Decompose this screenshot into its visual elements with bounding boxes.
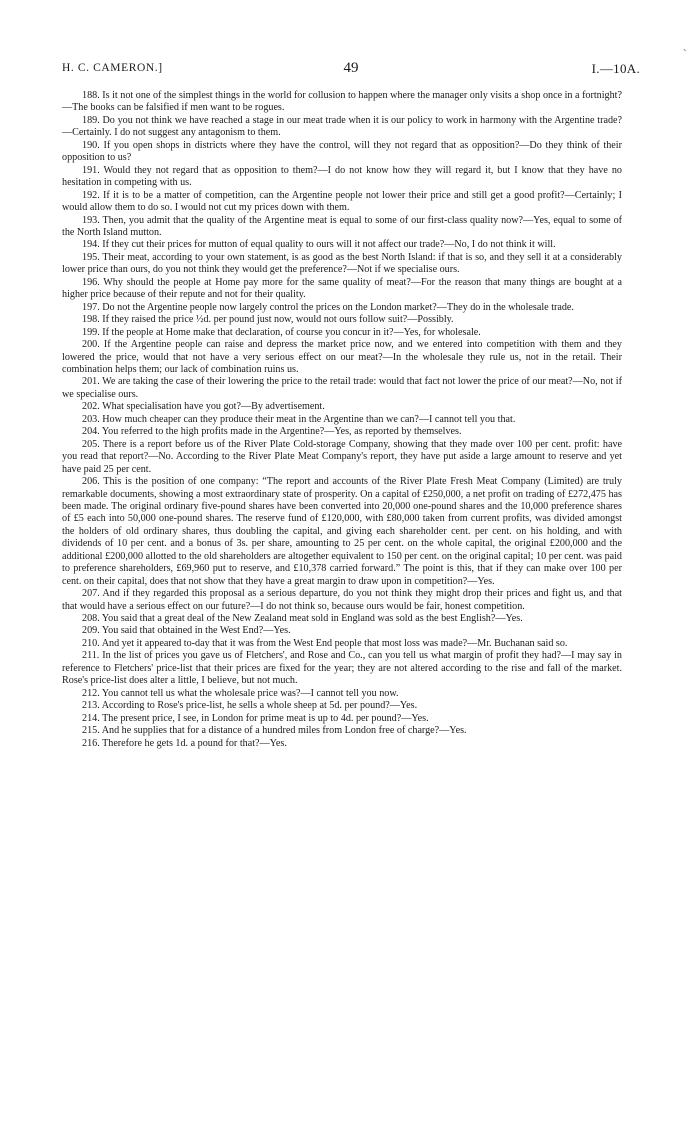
question-194: 194. If they cut their prices for mutton of equal quality to ours will it not affect our trade?—No, I do not think it will.	[82, 239, 556, 251]
question-190: 190. If you open shops in districts where they have the control, will they not regard that as opposition?—Do they think of their opposition to us?	[62, 139, 622, 164]
question-213: 213. According to Rose's price-list, he sells a whole sheep at 5d. per pound?—Yes.	[82, 700, 418, 712]
question-199: 199. If the people at Home make that declaration, of course you concur in it?—Yes, for wholesale.	[82, 326, 481, 338]
question-212: 212. You cannot tell us what the wholesale price was?—I cannot tell you now.	[82, 687, 399, 699]
document-reference: I.—10A.	[591, 61, 640, 76]
evidence-text	[62, 90, 622, 750]
question-206: 206. This is the position of one company: “The report and accounts of the River Plate Fresh Meat Company (Limited) are truly remarkable documents, showing a most extraordinary state of prosperity. On a capital of £250,000, a net profit on trading of £272,475 has been made. The original ordinary five-pound shares have been converted into 20,000 one-pound shares and the 10,000 preference shares of £5 each into 50,000 one-pound shares. The reserve fund of £120,000, with £80,000 taken from current profits, was divided amongst the holders of old ordinary shares, thus doubling the capital, and giving each shareholder cent. per cent. on his holding, and with dividends of 10 per cent. and a bonus of 3s. per share, amounting to 25 per cent. on the whole capital, the original £200,000 and the additional £200,000 allotted to the old shareholders are altogether equivalent to 150 per cent. on the original capital; 10 per cent. was paid to preference shareholders, £69,960 put to reserve, and £10,378 carried forward.” The point is this, that if they can make over 100 per cent. on their capital, does that not show that they have a great margin to draw upon in competition?—Yes.	[62, 476, 622, 587]
page-number: 49	[343, 60, 359, 76]
question-211: 211. In the list of prices you gave us of Fletchers', and Rose and Co., can you tell us what margin of profit they had?—I may say in reference to Fletchers' price-list that their prices are fixed for the year; they are not altered according to the rise and fall of the market. Rose's price-list does alter a little, I believe, but not much.	[62, 650, 622, 687]
question-205: 205. There is a report before us of the River Plate Cold-storage Company, showing that they made over 100 per cent. profit: have you read that report?—No. According to the River Plate Meat Company's report, they have put aside a large amount to reserve and yet have paid 25 per cent.	[62, 438, 622, 475]
question-216: 216. Therefore he gets 1d. a pound for that?—Yes.	[82, 737, 287, 749]
question-200: 200. If the Argentine people can raise and depress the market price now, and we entered into competition with them and they lowered the price, would that not have a very serious effect on our meat?—In the wholesale they rule us, not in the retail. Their combination helps them; our lack of combination ruins us.	[62, 339, 622, 375]
question-215: 215. And he supplies that for a distance of a hundred miles from London free of charge?—Yes.	[82, 725, 467, 737]
question-210: 210. And yet it appeared to-day that it was from the West End people that most loss was made?—Mr. Buchanan said so.	[82, 637, 568, 649]
question-189: 189. Do you not think we have reached a stage in our meat trade when it is our policy to work in harmony with the Argentine trade?—Certainly. I do not suggest any antagonism to them.	[62, 114, 622, 139]
question-193: 193. Then, you admit that the quality of the Argentine meat is equal to some of our first-class quality now?—Yes, equal to some of the North Island mutton.	[62, 214, 622, 238]
question-197: 197. Do not the Argentine people now largely control the prices on the London market?—They do in the wholesale trade.	[82, 301, 574, 313]
question-188: 188. Is it not one of the simplest things in the world for collusion to happen where the manager only visits a shop once in a fortnight?—The books can be falsified if men want to be rogues.	[62, 90, 622, 114]
question-208: 208. You said that a great deal of the New Zealand meat sold in England was sold as the best English?—Yes.	[82, 613, 523, 625]
edge-mark: `	[683, 48, 687, 60]
question-214: 214. The present price, I see, in London for prime meat is up to 4d. per pound?—Yes.	[82, 712, 429, 724]
question-196: 196. Why should the people at Home pay more for the same quality of meat?—For the reason that many things are bought at a higher price because of their repute and not for their quality.	[62, 276, 622, 301]
question-191: 191. Would they not regard that as opposition to them?—I do not know how they will regard it, but I know that they have no hesitation in competing with us.	[62, 164, 622, 189]
witness-name: H. C. CAMERON.]	[62, 62, 163, 74]
page-header	[62, 60, 640, 78]
question-192: 192. If it is to be a matter of competition, can the Argentine people not lower their price and still get a good profit?—Certainly; I would allow them to do so. I would not cut my prices down with them.	[62, 189, 622, 214]
question-207: 207. And if they regarded this proposal as a serious departure, do you not think they might drop their prices and fight us, and that that would have a serious effect on our future?—I do not think so, because ours would be fair, honest competition.	[62, 588, 622, 612]
question-201: 201. We are taking the case of their lowering the price to the retail trade: would that fact not lower the price of our meat?—No, not if we specialise ours.	[62, 376, 622, 400]
question-195: 195. Their meat, according to your own statement, is as good as the best North Island: if that is so, and they sell it at a considerably lower price than ours, do you not think they would get the preference?—Not if we specialise ours.	[62, 251, 622, 276]
question-198: 198. If they raised the price ½d. per pound just now, would not ours follow suit?—Possibly.	[82, 314, 454, 326]
question-202: 202. What specialisation have you got?—By advertisement.	[82, 401, 325, 413]
question-203: 203. How much cheaper can they produce their meat in the Argentine than we can?—I cannot tell you that.	[82, 413, 516, 425]
question-204: 204. You referred to the high profits made in the Argentine?—Yes, as reported by themselves.	[82, 426, 462, 438]
question-209: 209. You said that obtained in the West End?—Yes.	[82, 625, 291, 637]
